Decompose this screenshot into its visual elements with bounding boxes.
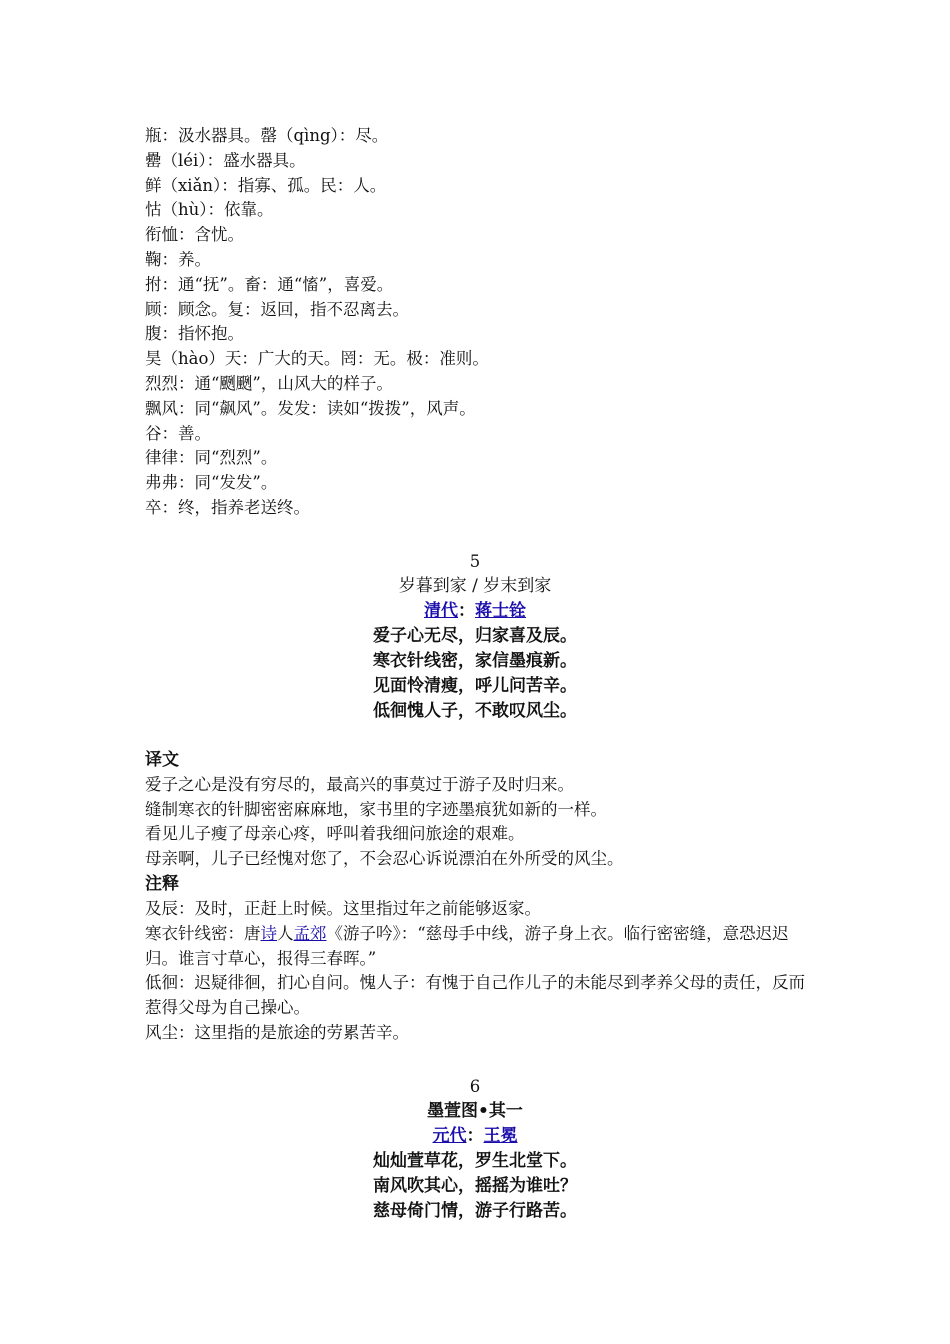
- note-line: 烈烈：通“颲颲”，山风大的样子。: [145, 373, 393, 393]
- annotation: 及辰：及时，正赶上时候。这里指过年之前能够返家。: [145, 898, 541, 918]
- translation-line: 看见儿子瘦了母亲心疼，呼叫着我细问旅途的艰难。: [145, 824, 525, 844]
- poem-verse: 低徊愧人子，不敢叹风尘。: [373, 700, 577, 721]
- attribution-colon: ：: [458, 600, 475, 621]
- annotation: 风尘：这里指的是旅途的劳累苦辛。: [145, 1022, 409, 1042]
- poem-number: 6: [469, 1076, 481, 1096]
- dynasty-link[interactable]: 清代: [424, 600, 458, 621]
- annotation: 低徊：迟疑徘徊，扪心自问。愧人子：有愧于自己作儿子的未能尽到孝养父母的责任，反而惹得父母为自己操心。: [145, 973, 805, 1018]
- note-line: 罍（léi）：盛水器具。: [145, 150, 306, 170]
- poem-verse: 爱子心无尽，归家喜及辰。: [373, 625, 577, 646]
- note-line: 拊：通“抚”。畜：通“慉”，喜爱。: [145, 274, 394, 294]
- note-line: 谷：善。: [145, 423, 211, 443]
- annotation-text: 寒衣针线密：唐: [145, 923, 261, 943]
- poem-title: 墨萱图•其一: [427, 1100, 523, 1121]
- poem-verse: 寒衣针线密，家信墨痕新。: [373, 650, 577, 671]
- poem-attribution: [145, 599, 805, 624]
- translation-heading: 译文: [145, 749, 179, 770]
- poem-6: [145, 1074, 815, 1224]
- note-line: 鲜（xiǎn）：指寡、孤。民：人。: [145, 175, 387, 195]
- note-line: 顾：顾念。复：返回，指不忍离去。: [145, 299, 409, 319]
- poem-verse: 南风吹其心，摇摇为谁吐？: [373, 1175, 577, 1196]
- author-link[interactable]: 王冕: [483, 1125, 518, 1146]
- translation-line: 缝制寒衣的针脚密密麻麻地，家书里的字迹墨痕犹如新的一样。: [145, 799, 607, 819]
- note-line: 腹：指怀抱。: [145, 324, 244, 344]
- attribution-colon: ：: [466, 1125, 484, 1146]
- note-line: 律律：同“烈烈”。: [145, 448, 278, 468]
- note-line: 瓶：汲水器具。罄（qìng）：尽。: [145, 126, 389, 145]
- poet-link[interactable]: 孟郊: [293, 923, 327, 943]
- poem-verse: 慈母倚门情，游子行路苦。: [373, 1200, 577, 1221]
- document-page: [145, 124, 815, 1224]
- annotation-text: 《游子吟》：“慈母手中线，游子身上衣。临行密密缝，意恐迟迟归。谁言寸草心，报得三春晖。”: [145, 923, 789, 968]
- poem-number: 5: [469, 551, 481, 571]
- notes-heading: 注释: [145, 873, 179, 894]
- poem-verse: 灿灿萱草花，罗生北堂下。: [373, 1150, 577, 1171]
- annotation-text: 人: [277, 923, 294, 943]
- dynasty-link[interactable]: 元代: [432, 1125, 467, 1146]
- poem-title: 岁暮到家 / 岁末到家: [398, 575, 552, 596]
- poem-5: [145, 549, 815, 1046]
- author-link[interactable]: 蒋士铨: [475, 600, 526, 621]
- poem-link[interactable]: 诗: [260, 923, 277, 943]
- translation-line: 母亲啊，儿子已经愧对您了，不会忍心诉说漂泊在外所受的风尘。: [145, 849, 624, 869]
- poem-attribution: [145, 1124, 805, 1149]
- note-line: 鞠：养。: [145, 249, 211, 269]
- note-line: 衔恤：含忧。: [145, 225, 244, 245]
- note-line: 昊（hào）天：广大的天。罔：无。极：准则。: [145, 349, 489, 369]
- note-line: 弗弗：同“发发”。: [145, 473, 278, 493]
- translation-line: 爱子之心是没有穷尽的，最高兴的事莫过于游子及时归来。: [145, 774, 574, 794]
- notes-section-4: [145, 124, 815, 521]
- note-line: 怙（hù）：依靠。: [145, 200, 274, 220]
- annotation: [145, 922, 810, 972]
- poem-verse: 见面怜清瘦，呼儿问苦辛。: [373, 675, 577, 696]
- note-line: 飘风：同“飙风”。发发：读如“拨拨”，风声。: [145, 398, 476, 418]
- note-line: 卒：终，指养老送终。: [145, 497, 310, 517]
